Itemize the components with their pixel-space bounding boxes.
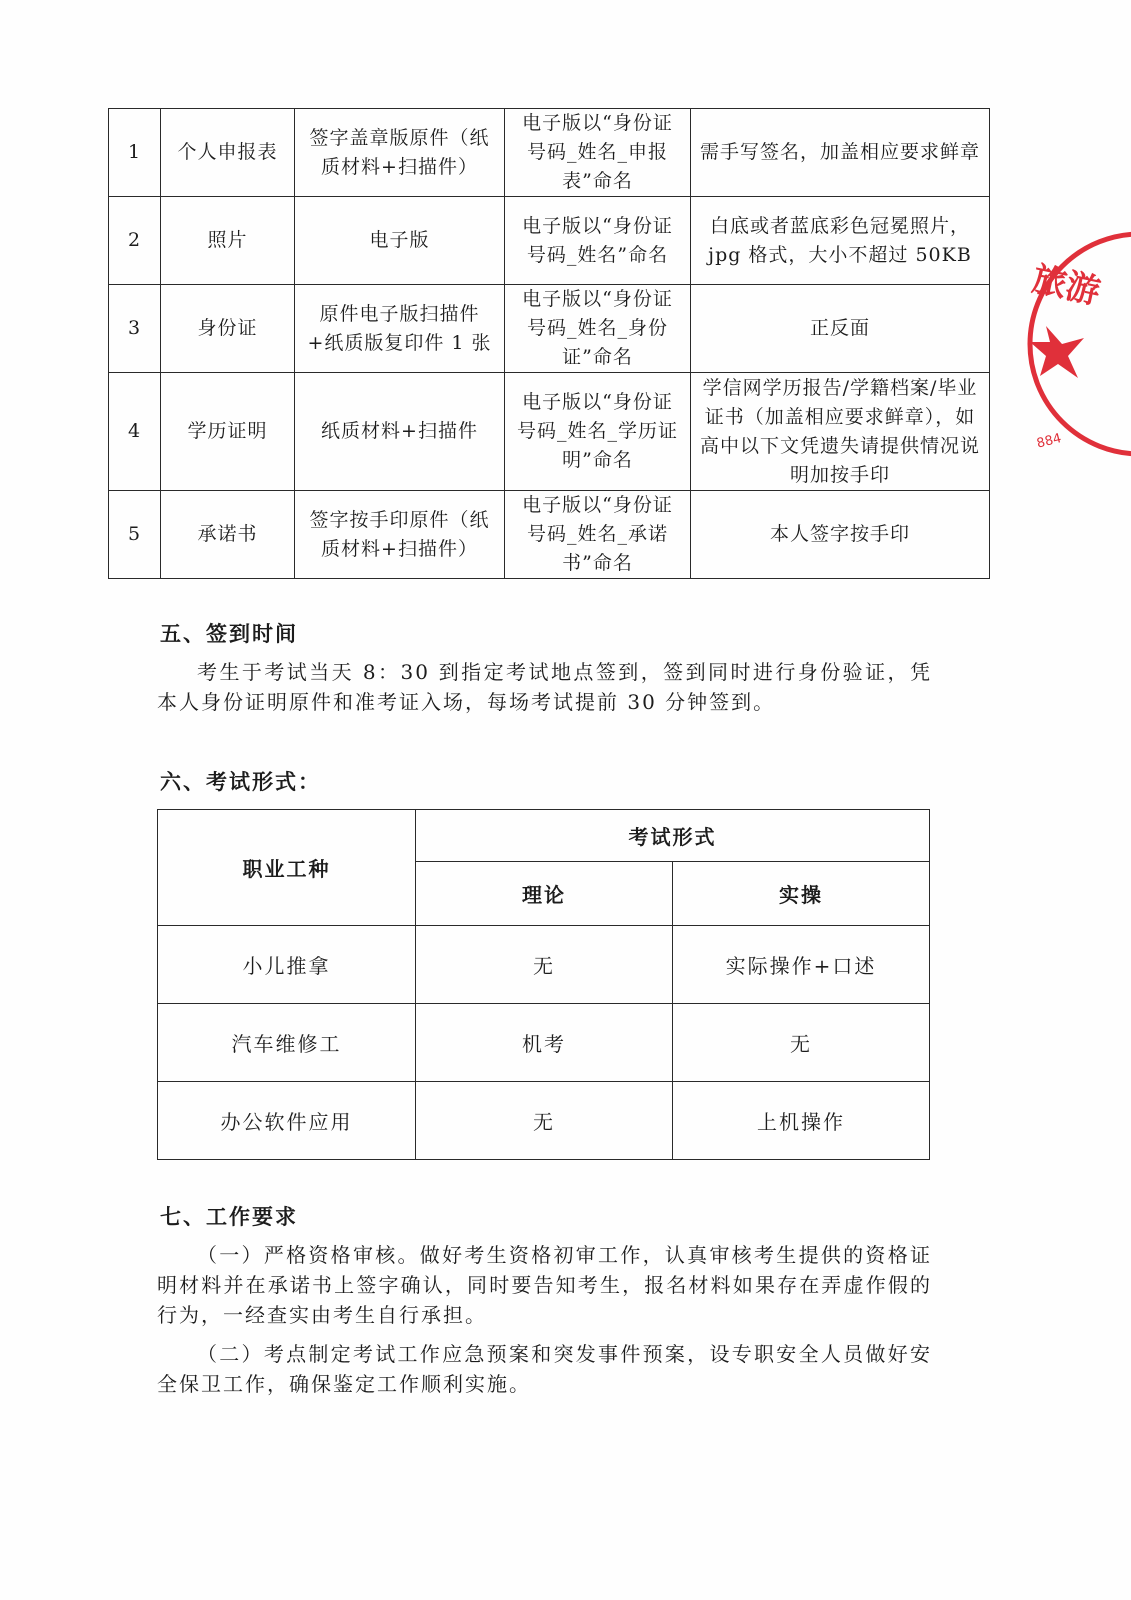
row-number: 1 <box>109 109 161 197</box>
row-number: 2 <box>109 197 161 285</box>
table-row <box>109 109 990 197</box>
row-number: 4 <box>109 373 161 491</box>
theory-cell: 机考 <box>416 1004 673 1082</box>
table-row <box>158 1082 930 1160</box>
job-name: 办公软件应用 <box>158 1082 416 1160</box>
theory-cell: 无 <box>416 1082 673 1160</box>
section-heading-sign-in-time: 五、签到时间 <box>160 621 298 646</box>
seal-graphic <box>1022 226 1131 466</box>
material-naming: 电子版以“身份证号码_姓名”命名 <box>505 197 691 285</box>
seal-text: 旅游 <box>1028 259 1104 313</box>
practice-cell: 无 <box>673 1004 930 1082</box>
table-row <box>109 373 990 491</box>
exam-form-table <box>157 809 930 1160</box>
material-form: 电子版 <box>295 197 505 285</box>
table-row <box>109 197 990 285</box>
material-note: 学信网学历报告/学籍档案/毕业证书（加盖相应要求鲜章），如高中以下文凭遗失请提供情况说明加按手印 <box>691 373 990 491</box>
material-naming: 电子版以“身份证号码_姓名_承诺书”命名 <box>505 491 691 579</box>
material-note: 本人签字按手印 <box>691 491 990 579</box>
header-job: 职业工种 <box>158 810 416 926</box>
material-naming: 电子版以“身份证号码_姓名_身份证”命名 <box>505 285 691 373</box>
job-name: 汽车维修工 <box>158 1004 416 1082</box>
practice-cell: 实际操作+口述 <box>673 926 930 1004</box>
table-header-row <box>158 810 930 862</box>
requirement-paragraph-1: （一）严格资格审核。做好考生资格初审工作，认真审核考生提供的资格证明材料并在承诺书上签字确认，同时要告知考生，报名材料如果存在弄虚作假的行为，一经查实由考生自行承担。 <box>157 1243 932 1327</box>
material-name: 照片 <box>161 197 295 285</box>
table-row <box>158 926 930 1004</box>
material-note: 正反面 <box>691 285 990 373</box>
material-naming: 电子版以“身份证号码_姓名_申报表”命名 <box>505 109 691 197</box>
material-name: 学历证明 <box>161 373 295 491</box>
seal-star-icon <box>1030 326 1084 378</box>
material-note: 白底或者蓝底彩色冠冕照片，jpg 格式，大小不超过 50KB <box>691 197 990 285</box>
material-form: 签字盖章版原件（纸质材料+扫描件） <box>295 109 505 197</box>
material-name: 承诺书 <box>161 491 295 579</box>
section-heading-exam-form: 六、考试形式： <box>160 769 321 794</box>
material-naming: 电子版以“身份证号码_姓名_学历证明”命名 <box>505 373 691 491</box>
table-row <box>109 285 990 373</box>
material-name: 身份证 <box>161 285 295 373</box>
material-form: 纸质材料+扫描件 <box>295 373 505 491</box>
row-number: 3 <box>109 285 161 373</box>
sign-in-paragraph: 考生于考试当天 8：30 到指定考试地点签到，签到同时进行身份验证，凭本人身份证明原件和准考证入场，每场考试提前 30 分钟签到。 <box>157 660 932 714</box>
practice-cell: 上机操作 <box>673 1082 930 1160</box>
header-practice: 实操 <box>673 862 930 926</box>
header-exam-form: 考试形式 <box>416 810 930 862</box>
theory-cell: 无 <box>416 926 673 1004</box>
material-name: 个人申报表 <box>161 109 295 197</box>
material-form: 原件电子版扫描件+纸质版复印件 1 张 <box>295 285 505 373</box>
official-seal <box>1022 226 1131 466</box>
job-name: 小儿推拿 <box>158 926 416 1004</box>
material-note: 需手写签名，加盖相应要求鲜章 <box>691 109 990 197</box>
material-form: 签字按手印原件（纸质材料+扫描件） <box>295 491 505 579</box>
row-number: 5 <box>109 491 161 579</box>
table-row <box>158 1004 930 1082</box>
materials-table <box>108 108 990 579</box>
header-theory: 理论 <box>416 862 673 926</box>
table-row <box>109 491 990 579</box>
requirement-paragraph-2: （二）考点制定考试工作应急预案和突发事件预案，设专职安全人员做好安全保卫工作，确保鉴定工作顺利实施。 <box>157 1342 932 1396</box>
seal-number: 884 <box>1035 431 1063 452</box>
section-heading-work-requirements: 七、工作要求 <box>160 1204 298 1229</box>
